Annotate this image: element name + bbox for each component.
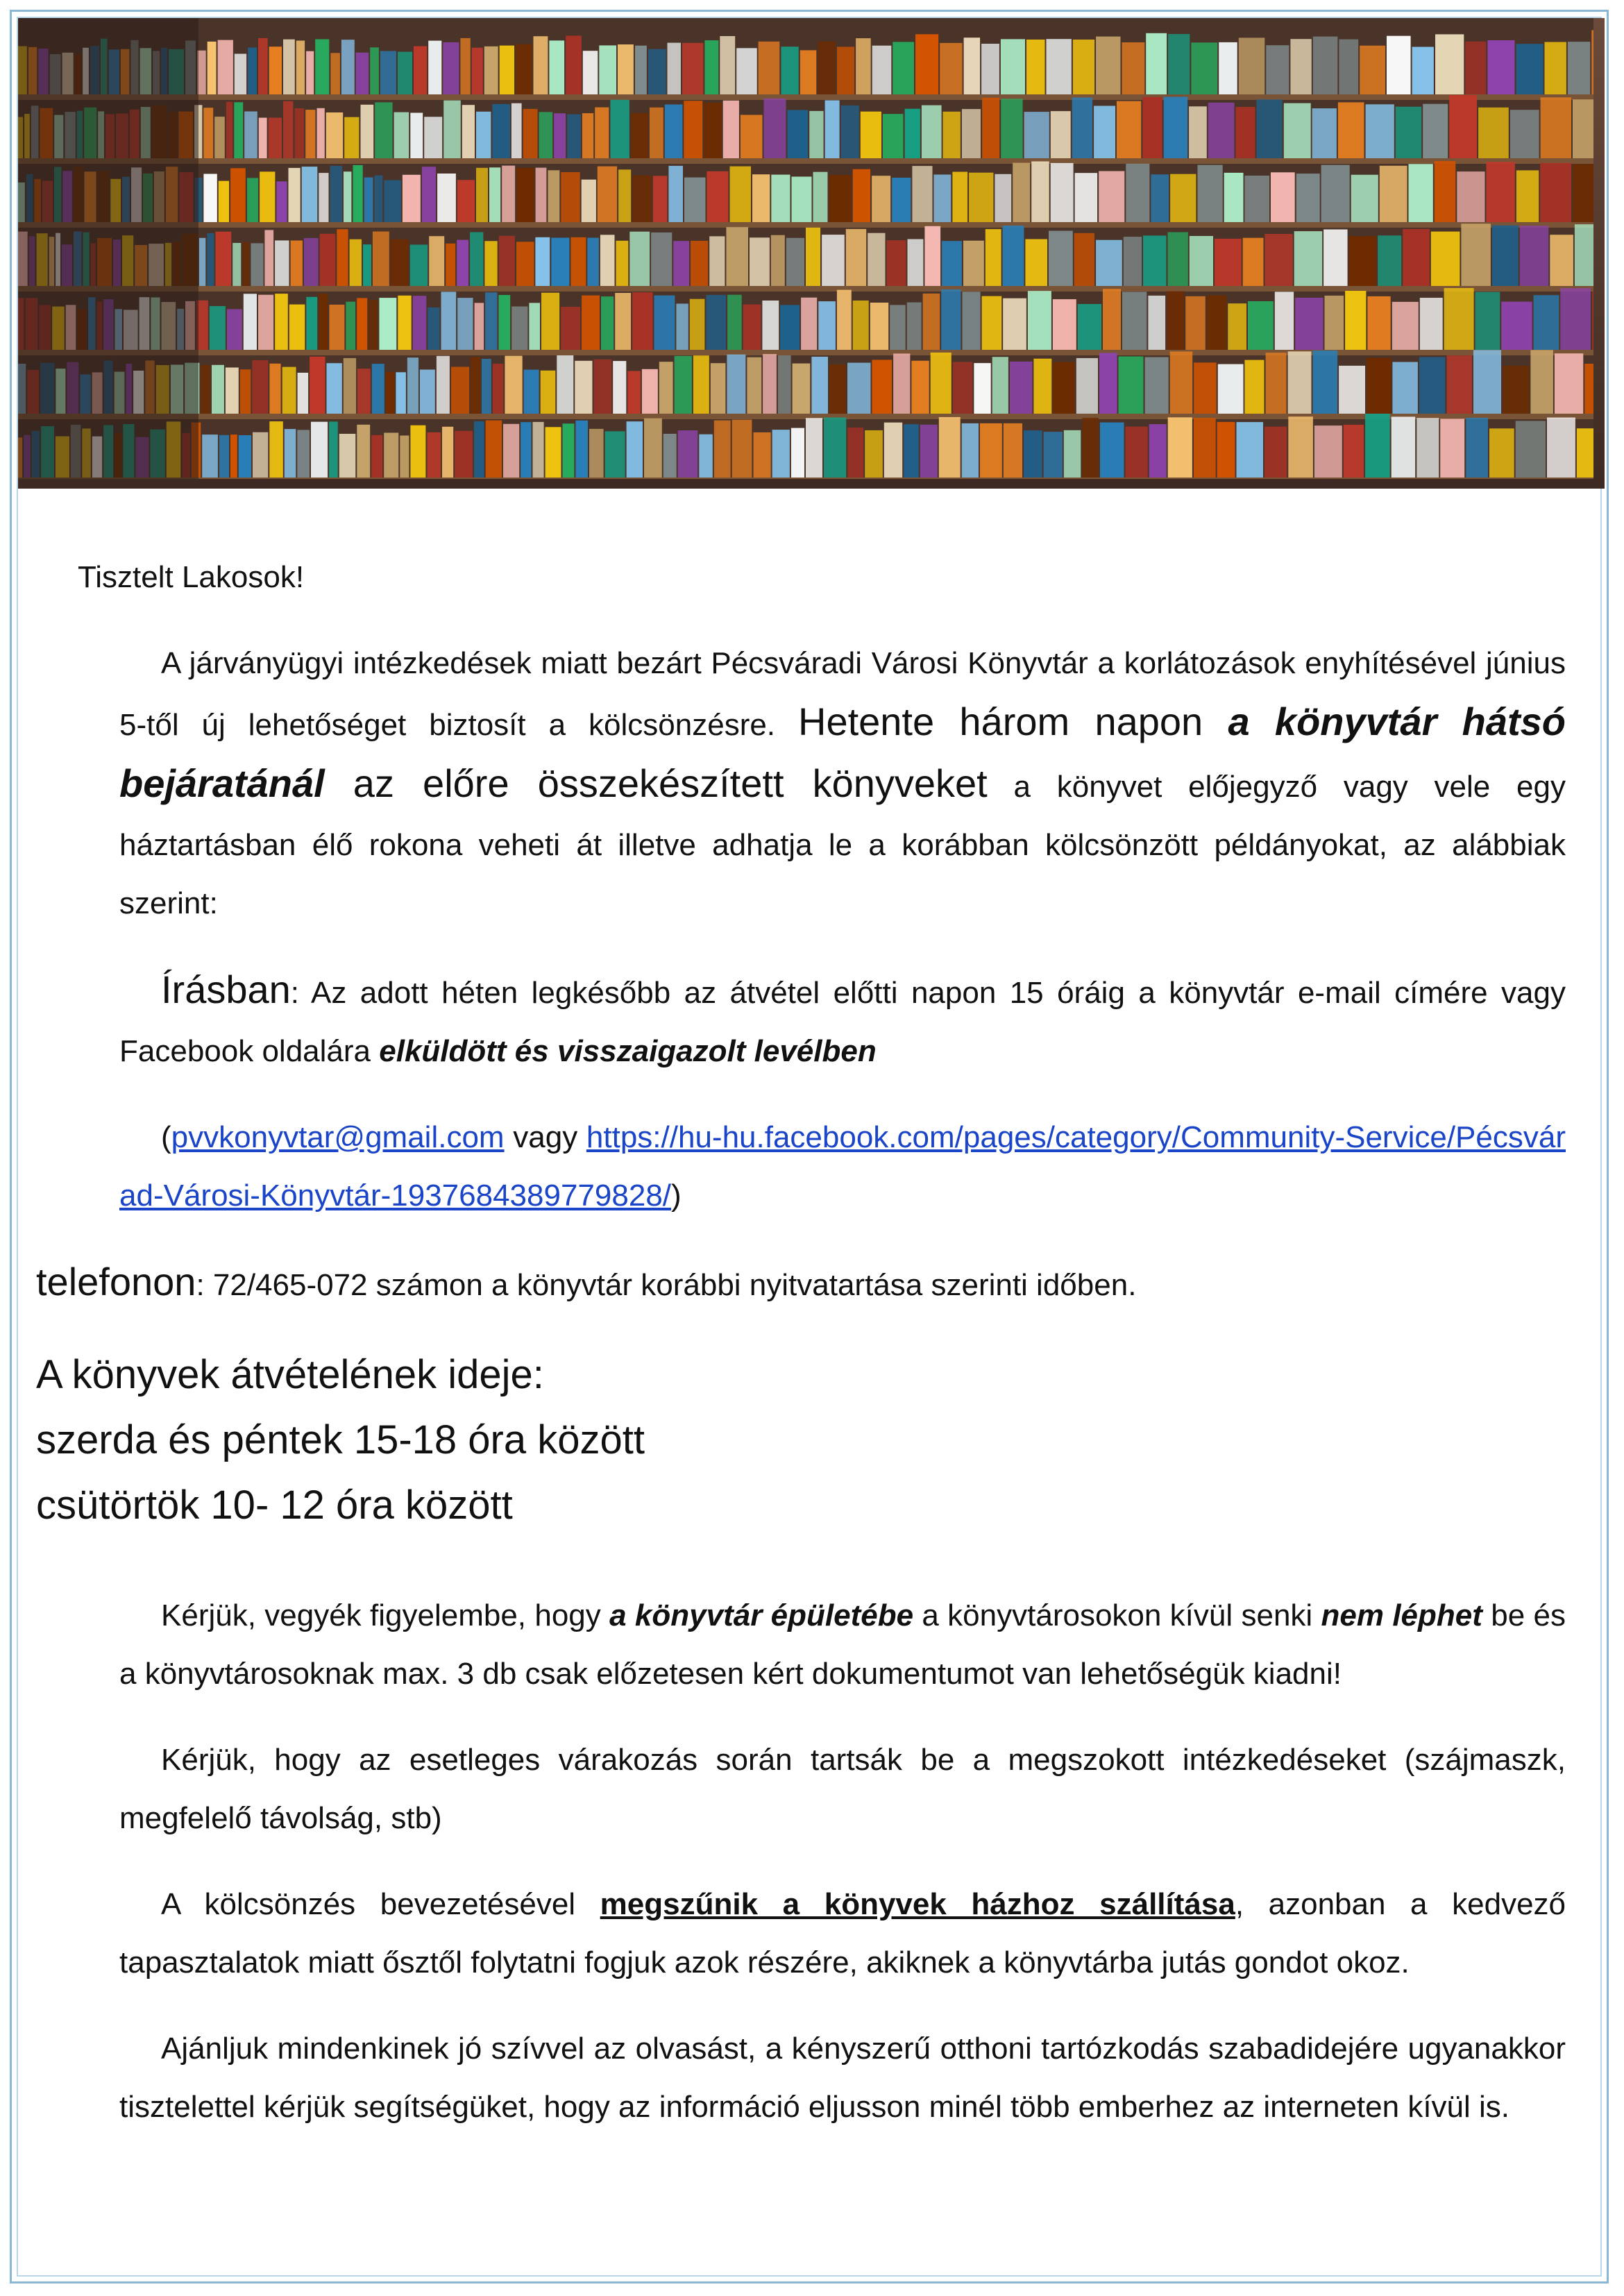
email-link[interactable]: pvvkonyvtar@gmail.com xyxy=(171,1120,505,1154)
intro-emphasis-back-entrance: a könyvtár hátsó bejáratánál xyxy=(119,700,1566,805)
written-emphasis: elküldött és visszaigazolt levélben xyxy=(379,1034,877,1068)
phone-paragraph xyxy=(36,1253,1566,1315)
written-paragraph xyxy=(78,961,1566,1081)
letter-body xyxy=(36,548,1566,2136)
greeting: Tisztelt Lakosok! xyxy=(78,560,305,594)
contacts-or: vagy xyxy=(504,1120,586,1154)
notice1-text-3: be és a könyvtárosoknak max. 3 db csak előzetesen kért dokumentumot van lehetőségük kiadni! xyxy=(119,1598,1566,1691)
notice1-emphasis-building: a könyvtár épületébe xyxy=(609,1598,914,1632)
pickup-times xyxy=(36,1342,1566,1538)
notice1-text-1: Kérjük, vegyék figyelembe, hogy xyxy=(161,1598,610,1632)
intro-text-4: a könyvet előjegyző vagy vele egy háztartásban élő rokona veheti át illetve adhatja le a korábban kölcsönzött példányokat, az alábbiak szerint: xyxy=(119,770,1566,920)
notice1-emphasis-no-entry: nem léphet xyxy=(1321,1598,1482,1632)
contacts-open-paren: ( xyxy=(161,1120,171,1154)
intro-text-1: A járványügyi intézkedések miatt bezárt Pécsváradi Városi Könyvtár a korlátozások enyhítésével június 5-től új lehetőséget biztosít a kölcsönzésre. xyxy=(119,646,1566,742)
intro-text-3: az előre összekészített könyveket xyxy=(324,761,988,805)
contacts-close-paren: ) xyxy=(671,1179,682,1213)
pickup-line-wed-fri: szerda és péntek 15-18 óra között xyxy=(36,1417,645,1462)
notice3-text-2: , azonban a kedvező tapasztalatok miatt ősztől folytatni fogjuk azok részére, akiknek a könyvtárba jutás gondot okoz. xyxy=(119,1887,1566,1980)
intro-paragraph xyxy=(78,634,1566,933)
notice3-emphasis-delivery-ends: megszűnik a könyvek házhoz szállítása xyxy=(600,1887,1235,1921)
facebook-link[interactable]: https://hu-hu.facebook.com/pages/category/Community-Service/Pécsvárad-Városi-Könyvtár-1937684389779828/ xyxy=(119,1120,1566,1213)
contacts-paragraph xyxy=(78,1108,1566,1225)
intro-text-2: Hetente három napon xyxy=(798,700,1228,743)
library-bookshelf-photo xyxy=(18,18,1605,489)
bookshelf-illustration xyxy=(18,18,1593,479)
written-label: Írásban xyxy=(161,968,291,1011)
pickup-line-thu: csütörtök 10- 12 óra között xyxy=(36,1483,513,1528)
notice1-text-2: a könyvtárosokon kívül senki xyxy=(913,1598,1321,1632)
written-text: : Az adott héten legkésőbb az átvétel előtti napon 15 óráig a könyvtár e-mail címére vagy Facebook oldalára xyxy=(119,976,1566,1068)
notice-waiting-paragraph: Kérjük, hogy az esetleges várakozás során tartsák be a megszokott intézkedéseket (szájmaszk, megfelelő távolság, stb) xyxy=(119,1743,1566,1835)
notice-building-paragraph xyxy=(78,1587,1566,1703)
notice-delivery-paragraph xyxy=(78,1875,1566,1992)
closing-paragraph: Ajánljuk mindenkinek jó szívvel az olvasást, a kényszerű otthoni tartózkodás szabadidejére ugyanakkor tisztelettel kérjük segítségüket, hogy az információ eljusson minél több emberhez az interneten kívül is. xyxy=(119,2032,1566,2124)
phone-label: telefonon xyxy=(36,1260,196,1303)
notice3-text-1: A kölcsönzés bevezetésével xyxy=(161,1887,600,1921)
pickup-title: A könyvek átvételének ideje: xyxy=(36,1352,544,1397)
phone-text: : 72/465-072 számon a könyvtár korábbi nyitvatartása szerinti időben. xyxy=(196,1268,1137,1302)
